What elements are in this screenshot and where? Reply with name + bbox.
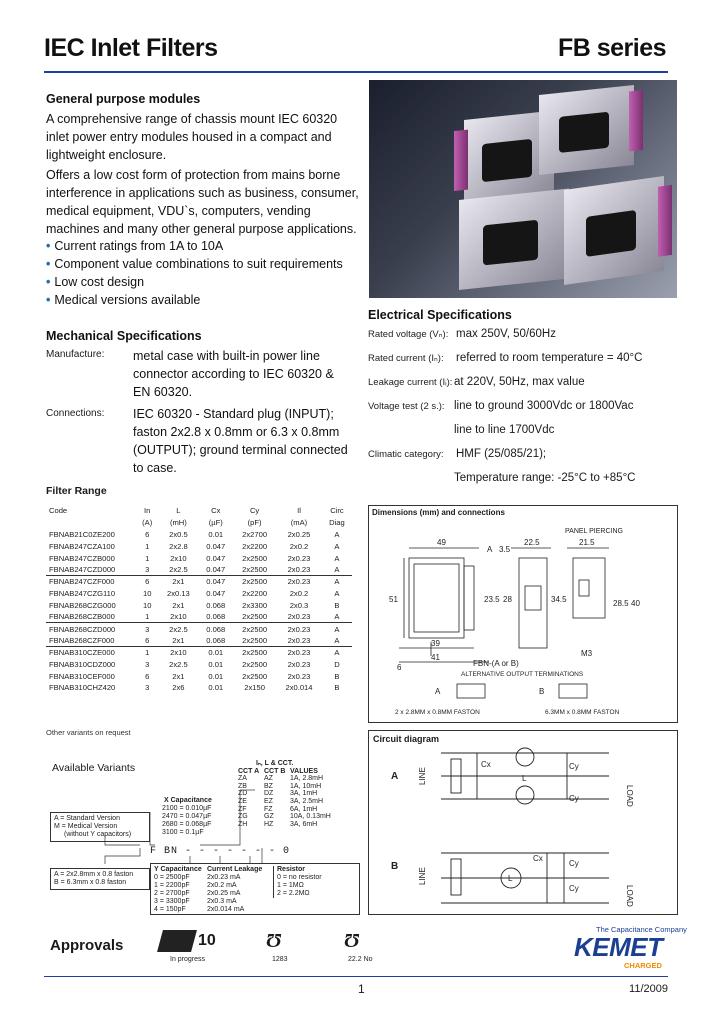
kemet-logo: KEMET xyxy=(574,932,663,962)
table-cell: FBNAB21C0ZE200 xyxy=(49,529,115,539)
connections-label: Connections: xyxy=(46,408,105,419)
kemet-tagline: The Capacitance Company xyxy=(596,925,687,934)
table-cell: A xyxy=(334,541,340,551)
svg-text:6: 6 xyxy=(397,663,402,672)
table-cell: 2x1 xyxy=(158,576,198,588)
dimension-drawing xyxy=(369,506,677,722)
intro-heading: General purpose modules xyxy=(46,92,201,106)
x-cap-block: X Capacitance 2100 = 0.010µF 2470 = 0.047µF 2680 = 0.068µF 3100 = 0.1µF xyxy=(162,797,212,836)
spec-row: Climatic category: HMF (25/085/21); xyxy=(368,448,547,460)
table-cell: 2x1 xyxy=(172,671,185,681)
table-cell: B xyxy=(334,683,340,693)
spec-row: Leakage current (Iᵢ): at 220V, 50Hz, max value xyxy=(368,376,585,388)
circuit-title: Circuit diagram xyxy=(373,734,440,744)
approvals-heading: Approvals xyxy=(50,937,124,954)
filter-range-table: Code In L Cx Cy Il Circ (A) (mH) (µF) (pF) (mA) Diag FBNAB21C0ZE200 6 2x0.5 0.01 2x2700 2x0.25 A FBNAB247CZA100 1 2x2.8 0.047 2x2200 2x0.2 A FBNAB247CZB000 1 2x10 0.047 2x2500 2x0.23 A FBNAB247CZD000 3 2x2.5 0.047 2x2500 2x0.23 A FBNAB247CZF000 6 2x1 0.047 2x2500 2x0.23 A FBNAB247CZG110 10 2x0.13 0.047 2x2200 2x0.2 A FBNAB268CZG000 10 2x1 0.068 2x3300 2x0.3 B FBNAB268CZB000 1 2x10 0.068 2x2500 2x0.23 A FBNAB268CZD000 3 2x2.5 0.068 2x2500 2x0.23 A FBNAB268CZF000 6 2x1 0.068 2x2500 2x0.23 A FBNAB310CZE000 1 2x10 0.01 2x2500 2x0.23 A FBNAB310CDZ000 3 2x2.5 0.01 2x2500 2x0.23 D FBNAB310CEF000 6 2x1 0.01 2x2500 2x0.23 B FBNAB310CHZ420 3 2x6 0.01 2x150 2x0.014 B xyxy=(46,505,352,694)
table-cell: 2x10 xyxy=(158,647,198,659)
manufacture-label: Manufacture: xyxy=(46,349,105,360)
table-cell: 2x10 xyxy=(170,612,187,622)
table-cell: 6 xyxy=(136,576,158,588)
page-number: 1 xyxy=(358,982,365,996)
table-cell: 2x0.23 xyxy=(287,553,311,563)
svg-text:Cx: Cx xyxy=(481,760,491,769)
manufacture-value: metal case with built-in power line connector according to IEC 60320 & EN 60320. xyxy=(133,349,334,399)
svg-text:22.5: 22.5 xyxy=(524,538,540,547)
electrical-heading: Electrical Specifications xyxy=(368,308,512,322)
table-cell: 2x0.014 xyxy=(285,683,313,693)
svg-text:FBN-(A or B): FBN-(A or B) xyxy=(473,659,519,668)
table-cell: 2x0.25 xyxy=(287,529,311,539)
series-title: FB series xyxy=(557,34,666,62)
table-row xyxy=(46,529,352,541)
spec-row: Voltage test (2 s.): line to ground 3000Vdc or 1800Vac xyxy=(368,400,634,412)
table-cell: 0.068 xyxy=(198,623,233,635)
svg-text:LINE: LINE xyxy=(418,767,427,785)
table-cell: B xyxy=(334,671,340,681)
table-row xyxy=(46,670,352,682)
ul-sub: 1283 xyxy=(272,956,288,963)
svg-text:A: A xyxy=(391,771,399,782)
table-cell: 2x0.2 xyxy=(289,541,309,551)
table-cell: A xyxy=(322,576,352,588)
table-row xyxy=(46,552,352,564)
cul-logo: Ʊ 22.2 No xyxy=(344,930,373,963)
table-cell: FBNAB310CHZ420 xyxy=(49,683,116,693)
table-cell: 2x2500 xyxy=(233,623,276,635)
table-cell: 2x2500 xyxy=(242,635,268,645)
svg-text:B: B xyxy=(391,861,399,872)
table-cell: 3 xyxy=(145,565,150,575)
circuit-drawing xyxy=(369,731,677,914)
svg-text:LOAD: LOAD xyxy=(625,885,634,907)
table-cell: 0.047 xyxy=(206,553,226,563)
svg-text:A: A xyxy=(435,687,441,696)
svg-text:LINE: LINE xyxy=(418,867,427,885)
table-cell: 2x2700 xyxy=(242,529,268,539)
table-cell: 0.068 xyxy=(206,600,226,610)
part-code: F BN - - - - - - - 0 xyxy=(150,846,291,857)
table-cell: 0.047 xyxy=(206,588,226,598)
table-cell: 2x0.3 xyxy=(289,600,309,610)
table-cell: 2x2.5 xyxy=(169,659,188,669)
table-cell: 2x0.23 xyxy=(287,671,311,681)
svg-text:34.5: 34.5 xyxy=(551,595,567,604)
table-cell: 2x2.8 xyxy=(169,541,188,551)
svg-text:40: 40 xyxy=(631,599,640,608)
table-cell: 2x2500 xyxy=(242,659,268,669)
table-cell: 0.01 xyxy=(208,659,224,669)
table-cell: 1 xyxy=(136,647,158,659)
page-title: IEC Inlet Filters xyxy=(44,34,218,62)
table-cell: A xyxy=(334,588,340,598)
table-cell: 2x2500 xyxy=(242,612,268,622)
table-cell: 6 xyxy=(145,529,150,539)
table-cell: A xyxy=(322,623,352,635)
svg-text:Cy: Cy xyxy=(569,794,579,803)
svg-text:21.5: 21.5 xyxy=(579,538,595,547)
svg-text:Cy: Cy xyxy=(569,762,579,771)
table-cell: 2x2500 xyxy=(242,565,268,575)
svg-text:41: 41 xyxy=(431,653,440,662)
table-cell: 2x2200 xyxy=(242,541,268,551)
circuit-box xyxy=(368,730,678,915)
table-cell: D xyxy=(334,659,340,669)
table-cell: 2x0.23 xyxy=(276,576,322,588)
table-cell: 1 xyxy=(145,553,150,563)
spec-row: Temperature range: -25°C to +85°C xyxy=(454,472,636,484)
list-item: • Component value combinations to suit requirements xyxy=(46,257,343,271)
table-cell: FBNAB247CZF000 xyxy=(46,576,136,588)
table-cell: FBNAB247CZD000 xyxy=(49,565,116,575)
table-cell: FBNAB310CZE000 xyxy=(46,647,136,659)
enec-logo xyxy=(160,926,224,963)
table-row xyxy=(46,658,352,670)
table-cell: 2x2200 xyxy=(242,588,268,598)
product-photo xyxy=(369,80,677,298)
svg-text:ALTERNATIVE OUTPUT TERMINATION: ALTERNATIVE OUTPUT TERMINATIONS xyxy=(461,671,584,678)
table-cell: A xyxy=(334,529,340,539)
table-cell: 10 xyxy=(142,600,152,610)
table-cell: 2x0.23 xyxy=(287,635,311,645)
table-cell: 6 xyxy=(145,671,150,681)
header-rule xyxy=(44,71,668,73)
lcct-block: Iₙ, L & CCT. CCT A CCT B VALUES ZA AZ 1A, 2.8mH ZB BZ 1A, 10mH ZD DZ 3A, 1mH ZE EZ 3A, 2.5mH ZF FZ 6A, 1mH ZG GZ 10A, 0.13mH ZH HZ 3A, 6mH xyxy=(238,760,331,828)
variants-heading: Available Variants xyxy=(52,762,136,774)
table-cell: B xyxy=(334,600,340,610)
footer-rule xyxy=(44,976,668,977)
intro-para1: A comprehensive range of chassis mount IEC 60320 inlet power entry modules housed in a compact and lightweight enclosure. xyxy=(46,112,338,162)
table-cell: 2x0.2 xyxy=(289,588,309,598)
dimensions-title: Dimensions (mm) and connections xyxy=(372,508,505,517)
table-cell: FBNAB247CZA100 xyxy=(49,541,115,551)
dimensions-box xyxy=(368,505,678,723)
faston-box: A = 2x2.8mm x 0.8 faston B = 6.3mm x 0.8 faston xyxy=(50,868,150,890)
filter-range-heading: Filter Range xyxy=(46,485,107,497)
enec-number: 10 xyxy=(198,932,216,949)
table-cell: 2x0.13 xyxy=(166,588,190,598)
table-cell: 2x2500 xyxy=(242,553,268,563)
table-row xyxy=(46,647,352,659)
svg-text:6.3MM x 0.8MM FASTON: 6.3MM x 0.8MM FASTON xyxy=(545,709,620,716)
table-cell: 2x1 xyxy=(172,600,185,610)
table-cell: 3 xyxy=(145,683,150,693)
panel-label: PANEL PIERCING xyxy=(565,528,623,535)
table-row xyxy=(46,564,352,576)
table-cell: 2x10 xyxy=(170,553,187,563)
lcct-row: ZG GZ 10A, 0.13mH xyxy=(238,813,331,821)
table-cell: 0.01 xyxy=(208,683,224,693)
table-cell: 2x0.23 xyxy=(287,612,311,622)
enec-sub: In progress xyxy=(170,956,206,963)
table-cell: FBNAB268CZD000 xyxy=(46,623,136,635)
list-item: • Medical versions available xyxy=(46,293,201,307)
table-cell: 3 xyxy=(136,623,158,635)
svg-text:B: B xyxy=(539,687,545,696)
svg-text:LOAD: LOAD xyxy=(625,785,634,807)
lcct-row: ZD DZ 3A, 1mH xyxy=(238,790,318,798)
svg-text:L: L xyxy=(522,774,527,783)
footnote: Other variants on request xyxy=(46,728,131,737)
ul-logo: Ʊ 1283 xyxy=(266,930,288,963)
table-cell: 2x0.23 xyxy=(276,623,322,635)
table-cell: FBNAB268CZB000 xyxy=(49,612,115,622)
svg-text:28: 28 xyxy=(503,595,512,604)
lcct-row: ZB BZ 1A, 10mH xyxy=(238,782,322,790)
svg-text:M3: M3 xyxy=(581,649,593,658)
table-cell: 6 xyxy=(145,635,150,645)
table-cell: FBNAB268CZG000 xyxy=(49,600,116,610)
feature-list xyxy=(46,237,343,309)
table-cell: A xyxy=(334,553,340,563)
table-cell: 0.01 xyxy=(208,529,224,539)
table-cell: 2x2500 xyxy=(242,671,268,681)
table-row xyxy=(46,576,352,588)
table-cell: FBNAB268CZF000 xyxy=(49,635,115,645)
connections-value: IEC 60320 - Standard plug (INPUT); faston 2x2.8 x 0.8mm or 6.3 x 0.8mm (OUTPUT); ground terminal connected to case. xyxy=(133,407,348,475)
ycap-box: Y Capacitance 0 = 2500pF 1 = 2200pF 2 = 2700pF 3 = 3300pF 4 = 150pF Current Leakage 2x0.23 mA 2x0.2 mA 2x0.25 mA 2x0.3 mA 2x0.014 mA Resistor 0 = no resistor 1 = 1MΩ 2 = 2.2MΩ xyxy=(150,863,360,915)
table-cell: 2x150 xyxy=(244,683,265,693)
table-row xyxy=(46,599,352,611)
table-cell: 2x2500 xyxy=(233,576,276,588)
table-row xyxy=(46,611,352,623)
table-cell: FBNAB310CEF000 xyxy=(49,671,115,681)
lcct-row: ZF FZ 6A, 1mH xyxy=(238,805,318,813)
svg-text:Cx: Cx xyxy=(533,854,543,863)
svg-text:39: 39 xyxy=(431,639,440,648)
table-cell: 0.068 xyxy=(206,635,226,645)
cul-sub: 22.2 No xyxy=(348,956,373,963)
table-cell: A xyxy=(322,647,352,659)
svg-text:A: A xyxy=(487,545,493,554)
table-cell: 10 xyxy=(142,588,152,598)
svg-text:23.5: 23.5 xyxy=(484,595,500,604)
table-cell: 2x2.5 xyxy=(169,565,188,575)
svg-text:Cy: Cy xyxy=(569,884,579,893)
table-row xyxy=(46,540,352,552)
table-cell: 3 xyxy=(145,659,150,669)
table-cell: A xyxy=(334,565,340,575)
svg-text:Cy: Cy xyxy=(569,859,579,868)
table-cell: 2x6 xyxy=(172,683,185,693)
svg-text:L: L xyxy=(508,874,513,883)
svg-text:28.5: 28.5 xyxy=(613,599,629,608)
spec-row: Rated current (Iₙ): referred to room temperature = 40°C xyxy=(368,352,643,364)
table-cell: A xyxy=(334,612,340,622)
table-cell: 1 xyxy=(145,541,150,551)
table-row xyxy=(46,588,352,600)
table-cell: 2x2.5 xyxy=(158,623,198,635)
table-cell: 2x0.23 xyxy=(287,565,311,575)
spec-row: line to line 1700Vdc xyxy=(454,424,555,436)
table-cell: 0.047 xyxy=(206,565,226,575)
table-row xyxy=(46,623,352,635)
table-cell: 0.047 xyxy=(198,576,233,588)
table-cell: 0.01 xyxy=(208,671,224,681)
table-row xyxy=(46,682,352,694)
table-cell: FBNAB247CZB000 xyxy=(49,553,115,563)
table-cell: 0.047 xyxy=(206,541,226,551)
svg-text:2 x 2.8MM x 0.8MM FASTON: 2 x 2.8MM x 0.8MM FASTON xyxy=(395,709,480,716)
svg-text:3.5: 3.5 xyxy=(499,545,511,554)
lcct-row: ZH HZ 3A, 6mH xyxy=(238,820,318,828)
table-row xyxy=(46,635,352,647)
table-cell: 2x0.23 xyxy=(276,647,322,659)
list-item: • Low cost design xyxy=(46,275,145,289)
table-cell: 0.068 xyxy=(206,612,226,622)
intro-para2: Offers a low cost form of protection from mains borne interference in applications such as business, consumer, medical equipment, VDU`s, computers, vending machines and many other general purpose applications. xyxy=(46,168,359,236)
table-cell: 2x3300 xyxy=(242,600,268,610)
list-item: • Current ratings from 1A to 10A xyxy=(46,239,224,253)
table-cell: 2x0.5 xyxy=(169,529,188,539)
table-cell: FBNAB310CDZ000 xyxy=(49,659,116,669)
table-cell: 0.01 xyxy=(198,647,233,659)
table-cell: FBNAB247CZG110 xyxy=(49,588,116,598)
table-cell: 2x1 xyxy=(172,635,185,645)
lcct-row: ZA AZ 1A, 2.8mH xyxy=(238,775,324,783)
table-cell: 1 xyxy=(145,612,150,622)
table-cell: 2x0.23 xyxy=(287,659,311,669)
lcct-row: ZE EZ 3A, 2.5mH xyxy=(238,797,324,805)
svg-text:49: 49 xyxy=(437,538,446,547)
svg-text:51: 51 xyxy=(389,595,398,604)
spec-row: Rated voltage (Vₙ): max 250V, 50/60Hz xyxy=(368,328,556,340)
version-box: A = Standard Version M = Medical Version (without Y capacitors) xyxy=(50,812,150,842)
lcct-header: CCT A CCT B VALUES xyxy=(238,767,318,775)
mechanical-heading: Mechanical Specifications xyxy=(46,329,202,343)
footer-date: 11/2009 xyxy=(629,983,668,995)
table-cell: A xyxy=(334,635,340,645)
table-cell: 2x2500 xyxy=(233,647,276,659)
variant-connectors xyxy=(40,760,360,880)
kemet-charged: CHARGED xyxy=(624,961,662,970)
